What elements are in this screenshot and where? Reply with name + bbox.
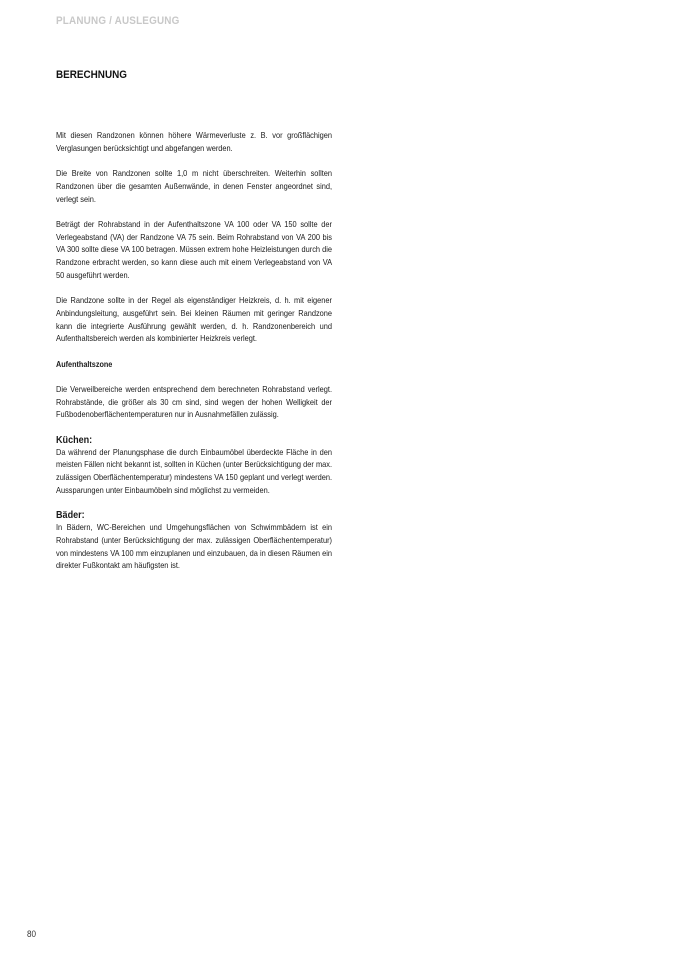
running-head: PLANUNG / AUSLEGUNG [56, 15, 180, 27]
paragraph-baeder: In Bädern, WC-Bereichen und Umgehungsflächen von Schwimmbädern ist ein Rohrabstand (unter Berücksichtigung der max. zulässigen Oberflächentemperatur) von mindestens VA 100 mm einzuplanen und einzubauen, da in diesen Räumen ein direkter Fußkontakt am häufigsten ist. [56, 523, 333, 571]
body-column [56, 130, 332, 573]
paragraph-randzonen-breite: Die Breite von Randzonen sollte 1,0 m nicht überschreiten. Weiterhin sollten Randzonen über die gesamten Außenwände, in denen Fenster angeordnet sind, verlegt sein. [56, 169, 333, 204]
subheading-aufenthaltszone: Aufenthaltszone [56, 359, 113, 369]
page-number: 80 [27, 929, 37, 939]
heading-baeder: Bäder: [56, 510, 85, 522]
section-title: BERECHNUNG [56, 69, 127, 81]
paragraph-heizkreis: Die Randzone sollte in der Regel als eigenständiger Heizkreis, d. h. mit eigener Anbindungsleitung, ausgeführt sein. Bei kleinen Räumen mit geringer Randzone kann die integrierte Ausführung gewählt werden, d. h. Randzonenbereich und Aufenthaltsbereich werden als kombinierter Heizkreis verlegt. [56, 296, 333, 344]
paragraph-verlegeabstand: Beträgt der Rohrabstand in der Aufenthaltszone VA 100 oder VA 150 sollte der Verlegeabstand (VA) der Randzone VA 75 sein. Beim Rohrabstand von VA 200 bis VA 300 sollte diese VA 100 betragen. Müssen extrem hohe Heizleistungen durch die Randzone erbracht werden, so kann diese auch mit einem Verlegeabstand von VA 50 ausgeführt werden. [56, 219, 333, 280]
paragraph-aufenthaltszone: Die Verweilbereiche werden entsprechend dem berechneten Rohrabstand verlegt. Rohrabstände, die größer als 30 cm sind, sind wegen der hohen Welligkeit der Fußbodenoberflächentemperaturen nur in Ausnahmefällen zulässig. [56, 384, 333, 420]
heading-kuechen: Küchen: [56, 434, 93, 446]
paragraph-kuechen: Da während der Planungsphase die durch Einbaumöbel überdeckte Fläche in den meisten Fällen nicht bekannt ist, sollten in Küchen (unter Berücksichtigung der max. zulässigen Oberflächentemperatur) mindestens VA 150 geplant und verlegt werden. Aussparungen unter Einbaumöbeln sind möglichst zu vermeiden. [56, 447, 333, 495]
paragraph-randzonen-intro: Mit diesen Randzonen können höhere Wärmeverluste z. B. vor großflächigen Verglasungen berücksichtigt und abgefangen werden. [56, 131, 333, 153]
